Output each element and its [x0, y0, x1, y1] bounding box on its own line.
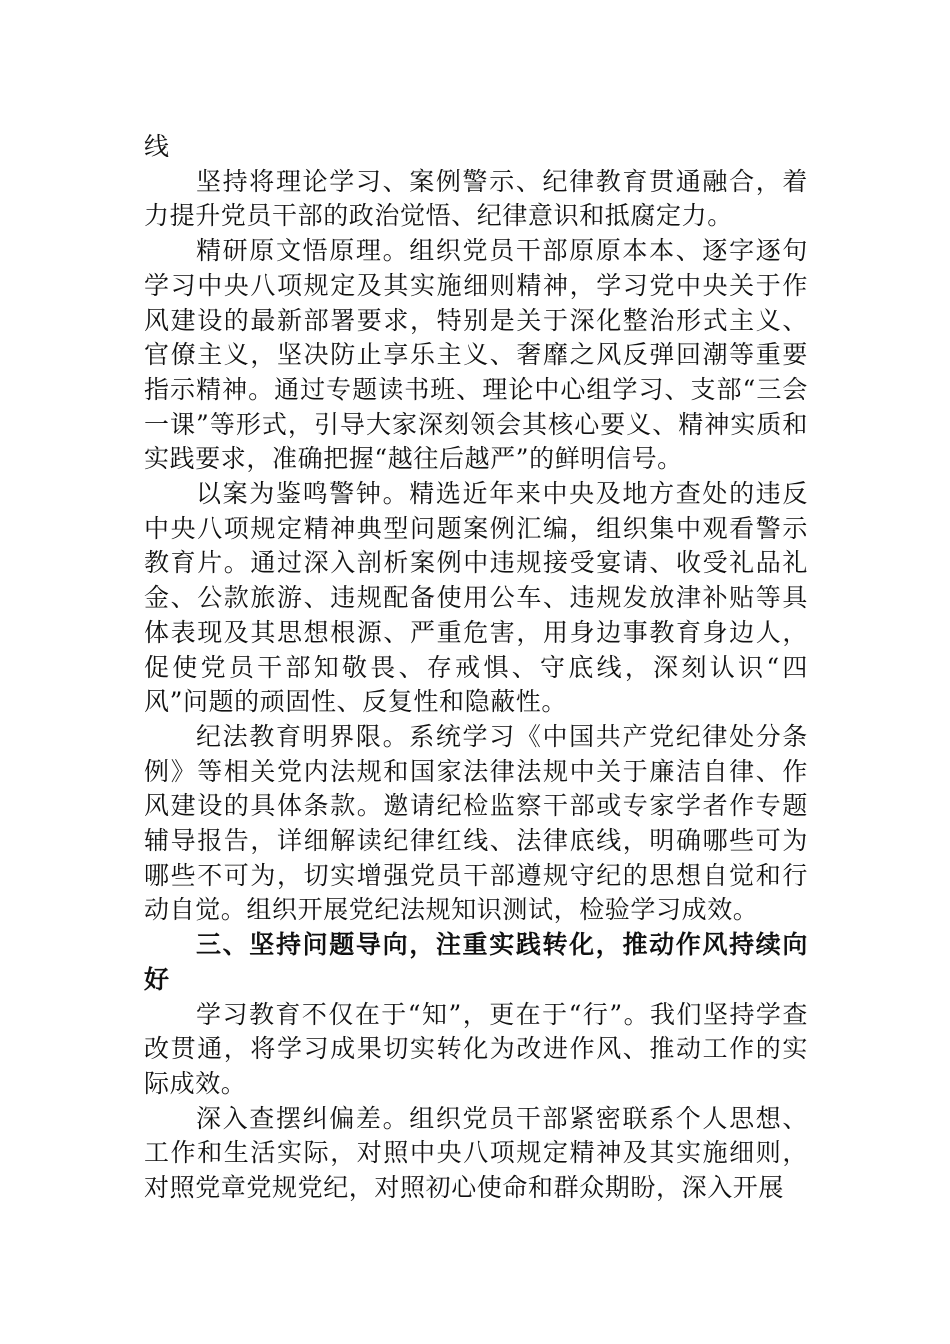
paragraph-intro: 坚持将理论学习、案例警示、纪律教育贯通融合，着力提升党员干部的政治觉悟、纪律意识和抵腐定力。 — [144, 166, 808, 231]
paragraph-knowing-doing: 学习教育不仅在于“知”，更在于“行”。我们坚持学查改贯通，将学习成果切实转化为改进作风、推动工作的实际成效。 — [144, 999, 808, 1098]
paragraph-self-check: 深入查摆纠偏差。组织党员干部紧密联系个人思想、工作和生活实际，对照中央八项规定精神及其实施细则，对照党章党规党纪，对照初心使命和群众期盼，深入开展 — [144, 1103, 808, 1203]
document-body — [144, 130, 808, 1206]
paragraph-discipline-education: 纪法教育明界限。系统学习《中国共产党纪律处分条例》等相关党内法规和国家法律法规中关于廉洁自律、作风建设的具体条款。邀请纪检监察干部或专家学者作专题辅导报告，详细解读纪律红线、法律底线，明确哪些可为哪些不可为，切实增强党员干部遵规守纪的思想自觉和行动自觉。组织开展党纪法规知识测试，检验学习成效。 — [144, 721, 808, 925]
paragraph-study-original: 精研原文悟原理。组织党员干部原原本本、逐字逐句学习中央八项规定及其实施细则精神，学习党中央关于作风建设的最新部署要求，特别是关于深化整治形式主义、官僚主义，坚决防止享乐主义、奢靡之风反弹回潮等重要指示精神。通过专题读书班、理论中心组学习、支部“三会一课”等形式，引导大家深刻领会其核心要义、精神实质和实践要求，准确把握“越往后越严”的鲜明信号。 — [144, 236, 808, 474]
section-heading-three: 三、坚持问题导向，注重实践转化，推动作风持续向好 — [144, 930, 808, 994]
paragraph-continuation: 线 — [144, 132, 170, 161]
paragraph-case-warning: 以案为鉴鸣警钟。精选近年来中央及地方查处的违反中央八项规定精神典型问题案例汇编，组织集中观看警示教育片。通过深入剖析案例中违规接受宴请、收受礼品礼金、公款旅游、违规配备使用公车、违规发放津补贴等具体表现及其思想根源、严重危害，用身边事教育身边人，促使党员干部知敬畏、存戒惧、守底线，深刻认识“四风”问题的顽固性、反复性和隐蔽性。 — [144, 479, 808, 717]
